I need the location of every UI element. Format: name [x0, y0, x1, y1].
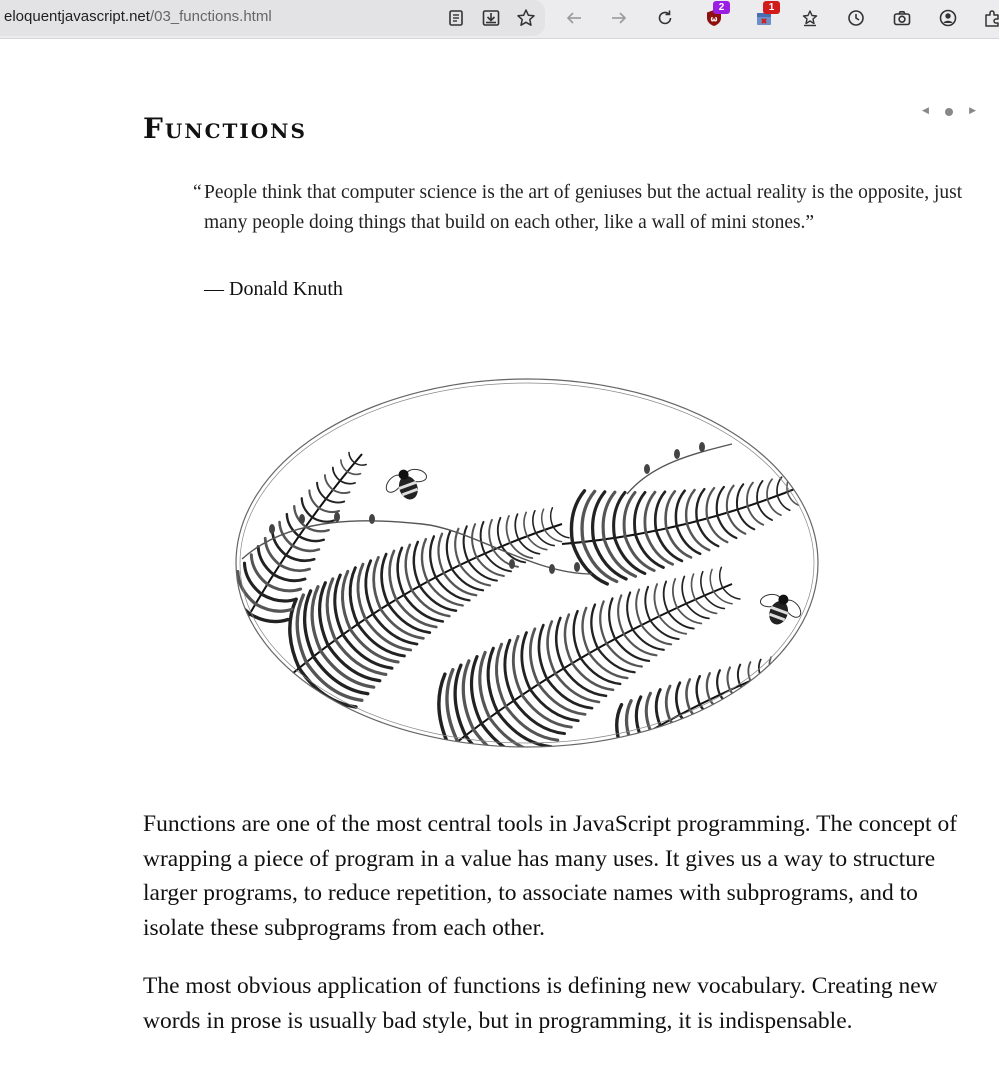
profile-icon[interactable] — [936, 6, 960, 30]
extension-icon[interactable] — [752, 2, 776, 30]
back-arrow-icon[interactable] — [562, 6, 586, 30]
fern-fractal-with-bees-illustration — [232, 374, 822, 752]
extensions-puzzle-icon[interactable] — [980, 6, 999, 30]
epigraph-author: — Donald Knuth — [204, 278, 343, 300]
vine-bud — [699, 442, 705, 452]
vine-bud — [369, 514, 375, 524]
fern-frond — [290, 508, 569, 707]
bee-icon — [380, 462, 435, 507]
fern-frond — [562, 473, 807, 584]
next-chapter-icon[interactable]: ▶ — [969, 106, 976, 116]
bookmark-star-icon[interactable] — [514, 6, 538, 30]
reader-mode-icon[interactable] — [444, 6, 468, 30]
favorites-icon[interactable] — [798, 6, 822, 30]
history-icon[interactable] — [844, 6, 868, 30]
epigraph-text: People think that computer science is the art of geniuses but the actual reality is the opposite, just many people doing things that build on each other, like a wall of mini stones.” — [204, 182, 963, 233]
screenshot-camera-icon[interactable] — [890, 6, 914, 30]
url-text[interactable] — [4, 8, 272, 25]
vine-bud — [269, 524, 275, 534]
vine-bud — [334, 512, 340, 522]
forward-arrow-icon[interactable] — [607, 6, 631, 30]
fern-frond — [232, 453, 366, 624]
vine-bud — [509, 559, 515, 569]
epigraph-quote — [193, 178, 964, 238]
vine-bud — [644, 464, 650, 474]
fern-frond — [439, 567, 740, 752]
paragraph-functions-intro: Functions are one of the most central tools in JavaScript programming. The concept of wrapping a piece of program in a value has many uses. It gives us a way to structure larger programs, to reduce repetition, to associate names with subprograms, and to isolate these subprograms from each other. — [143, 811, 958, 941]
chapter-title: Functions — [143, 112, 307, 145]
ublock-badge-count: 2 — [713, 1, 730, 14]
reload-icon[interactable] — [653, 6, 677, 30]
install-app-icon[interactable] — [479, 6, 503, 30]
browser-toolbar — [0, 0, 999, 39]
url-path: /03_functions.html — [149, 8, 272, 25]
open-quote-mark: “ — [193, 182, 202, 203]
vine-bud — [299, 514, 305, 524]
address-bar[interactable] — [0, 0, 545, 36]
ublock-extension-icon[interactable] — [702, 2, 726, 30]
vine-bud — [549, 564, 555, 574]
svg-text:ω: ω — [710, 14, 718, 24]
vine-bud — [574, 562, 580, 572]
url-domain: eloquentjavascript.net — [4, 8, 150, 25]
previous-chapter-icon[interactable]: ◀ — [922, 106, 929, 116]
bee-icon — [752, 587, 807, 632]
chapter-navigation — [922, 103, 976, 119]
vine-bud — [674, 449, 680, 459]
paragraph-new-vocabulary: The most obvious application of functions is defining new vocabulary. Creating new words in prose is usually bad style, but in programming, it is indispensable. — [143, 973, 938, 1034]
table-of-contents-icon[interactable] — [945, 108, 953, 116]
extension-badge-count: 1 — [763, 1, 780, 14]
